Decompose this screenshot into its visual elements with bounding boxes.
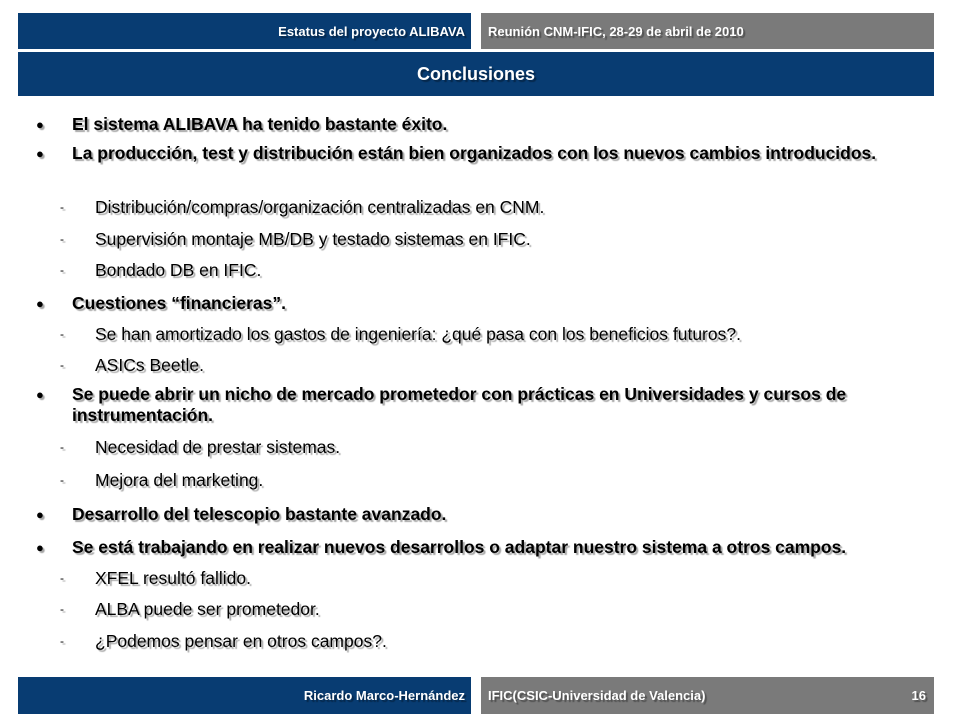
dash-icon: - — [60, 358, 64, 372]
sub-bullet-text: ASICs Beetle. — [95, 355, 204, 375]
bullet-item — [36, 114, 916, 135]
footer-institution-text: IFIC(CSIC-Universidad de Valencia) — [488, 688, 706, 703]
footer-author-text: Ricardo Marco-Hernández — [303, 688, 465, 703]
header-right-text: Reunión CNM-IFIC, 28-29 de abril de 2010 — [488, 23, 744, 39]
dash-icon: - — [60, 634, 64, 648]
bullet-dot-icon: ● — [36, 117, 44, 132]
sub-bullet-item — [60, 568, 920, 589]
sub-bullet-item — [60, 599, 920, 620]
bullet-dot-icon: ● — [36, 507, 44, 522]
dash-icon: - — [60, 602, 64, 616]
sub-bullet-item — [60, 229, 920, 250]
bullet-item — [36, 537, 916, 558]
bullet-item — [36, 293, 916, 314]
footer-author — [18, 677, 471, 714]
sub-bullet-text: XFEL resultó fallido. — [95, 568, 251, 588]
sub-bullet-item — [60, 197, 920, 218]
slide-title: Conclusiones — [416, 63, 536, 84]
dash-icon: - — [60, 327, 64, 341]
header-left-text: Estatus del proyecto ALIBAVA — [278, 23, 465, 39]
bullet-item — [36, 504, 916, 525]
dash-icon: - — [60, 200, 64, 214]
sub-bullet-item — [60, 355, 920, 376]
sub-bullet-text: Distribución/compras/organización centralizadas en CNM. — [95, 197, 545, 217]
sub-bullet-text: ¿Podemos pensar en otros campos?. — [95, 631, 387, 651]
bullet-dot-icon: ● — [36, 540, 44, 555]
bullet-text: Cuestiones “financieras”. — [72, 293, 286, 313]
page-number: 16 — [911, 688, 926, 703]
footer-institution — [481, 677, 934, 714]
bullet-text: Desarrollo del telescopio bastante avanzado. — [72, 504, 447, 524]
sub-bullet-text: Se han amortizado los gastos de ingeniería: ¿qué pasa con los beneficios futuros?. — [95, 324, 741, 344]
bullet-text: El sistema ALIBAVA ha tenido bastante éxito. — [72, 114, 448, 134]
dash-icon: - — [60, 571, 64, 585]
bullet-text: La producción, test y distribución están bien organizados con los nuevos cambios introducidos. — [72, 143, 877, 163]
sub-bullet-item — [60, 324, 920, 345]
sub-bullet-item — [60, 631, 920, 652]
bullet-dot-icon: ● — [36, 146, 44, 161]
sub-bullet-text: Mejora del marketing. — [95, 470, 264, 490]
sub-bullet-text: Bondado DB en IFIC. — [95, 260, 262, 280]
dash-icon: - — [60, 440, 64, 454]
bullet-text: Se está trabajando en realizar nuevos desarrollos o adaptar nuestro sistema a otros campos. — [72, 537, 847, 557]
sub-bullet-item — [60, 470, 920, 491]
sub-bullet-text: Supervisión montaje MB/DB y testado sistemas en IFIC. — [95, 229, 531, 249]
bullet-item — [36, 143, 916, 164]
bullet-dot-icon: ● — [36, 296, 44, 311]
dash-icon: - — [60, 473, 64, 487]
bullet-dot-icon: ● — [36, 387, 44, 402]
dash-icon: - — [60, 232, 64, 246]
sub-bullet-text: Necesidad de prestar sistemas. — [95, 437, 341, 457]
dash-icon: - — [60, 263, 64, 277]
sub-bullet-item — [60, 260, 920, 281]
bullet-text: Se puede abrir un nicho de mercado prometedor con prácticas en Universidades y cursos de instrumentación. — [72, 384, 847, 425]
bullet-item — [36, 384, 916, 426]
sub-bullet-text: ALBA puede ser prometedor. — [95, 599, 320, 619]
sub-bullet-item — [60, 437, 920, 458]
